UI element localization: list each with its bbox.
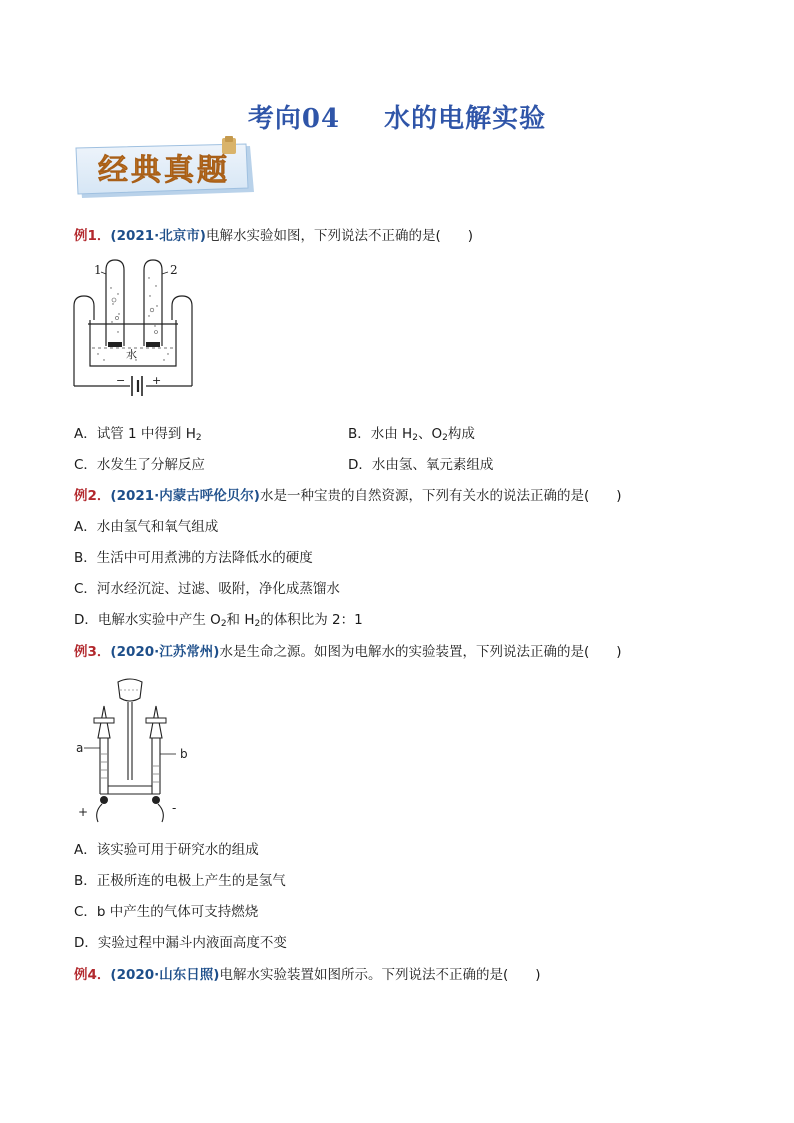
q3-right-stopcock-icon: [146, 718, 166, 723]
q3-option-a[interactable]: A．该实验可用于研究水的组成: [74, 842, 259, 858]
q1-label: 例1．: [74, 228, 111, 244]
q2-option-d-sub2: 2: [254, 619, 261, 629]
q1-plus-label: +: [152, 374, 162, 387]
q1-source: (2021·北京市): [110, 228, 206, 244]
title-part-1: 考向04: [247, 104, 341, 134]
q1-option-b-mid: 、O: [417, 426, 443, 442]
q3-label-b: b: [180, 747, 188, 761]
q4-label: 例4．: [74, 967, 111, 983]
q3-label-a: a: [76, 741, 84, 755]
q2-label: 例2．: [74, 488, 111, 504]
q1-option-b-sub2: 2: [442, 433, 448, 443]
q1-option-b-text: B．水由 H: [348, 426, 413, 442]
q2-option-d[interactable]: [74, 611, 363, 633]
q3-source: (2020·江苏常州): [110, 644, 220, 660]
q2-source: (2021·内蒙古呼伦贝尔): [110, 488, 260, 504]
section-banner: [74, 134, 258, 204]
title-part-2: 水的电解实验: [384, 104, 547, 134]
q1-option-a-text: A．试管 1 中得到 H: [74, 426, 196, 442]
q2-option-d-text: D．电解水实验中产生 O: [74, 612, 221, 628]
banner-text: 经典真题: [98, 153, 230, 188]
q1-option-a[interactable]: [74, 425, 202, 447]
q2-option-d-sub1: 2: [220, 619, 227, 629]
q2-option-a[interactable]: A．水由氢气和氧气组成: [74, 519, 219, 535]
q1-tube-2-label: 2: [170, 263, 178, 277]
q4-source: (2020·山东日照): [110, 967, 220, 983]
q2-option-d-post: 的体积比为 2：1: [260, 612, 363, 628]
q1-tube-1-label: 1: [94, 263, 102, 277]
q1-text: 电解水实验如图，下列说法不正确的是( ): [205, 228, 473, 244]
q1-electrolysis-figure: [68, 258, 198, 410]
q2-text: 水是一种宝贵的自然资源，下列有关水的说法正确的是( ): [259, 488, 622, 504]
q2-option-c[interactable]: C．河水经沉淀、过滤、吸附，净化成蒸馏水: [74, 581, 340, 597]
q3-label: 例3．: [74, 644, 111, 660]
q1-minus-label: −: [116, 374, 126, 387]
q3-hofmann-apparatus-figure: [72, 676, 202, 826]
q1-option-d[interactable]: D．水由氢、氧元素组成: [348, 457, 494, 473]
q2-option-d-mid: 和 H: [226, 612, 255, 628]
q1-water-label: 水: [126, 348, 137, 361]
q1-option-c[interactable]: C．水发生了分解反应: [74, 457, 205, 473]
q3-option-d[interactable]: D．实验过程中漏斗内液面高度不变: [74, 935, 287, 951]
question-2: [74, 487, 622, 505]
q3-option-c[interactable]: C．b 中产生的气体可支持燃烧: [74, 904, 259, 920]
q3-minus-label: -: [172, 801, 177, 815]
page-title: [0, 98, 794, 135]
q1-option-b-post: 构成: [447, 426, 475, 442]
q1-option-b-sub1: 2: [412, 433, 418, 443]
question-3: [74, 643, 622, 661]
q2-option-b[interactable]: B．生活中可用煮沸的方法降低水的硬度: [74, 550, 313, 566]
q1-option-a-sub: 2: [195, 433, 202, 443]
q3-plus-label: +: [78, 805, 89, 819]
q3-option-b[interactable]: B．正极所连的电极上产生的是氢气: [74, 873, 286, 889]
question-1: [74, 227, 473, 245]
question-4: [74, 966, 541, 984]
q4-text: 电解水实验装置如图所示。下列说法不正确的是( ): [219, 967, 541, 983]
q3-text: 水是生命之源。如图为电解水的实验装置，下列说法正确的是( ): [219, 644, 622, 660]
q3-left-stopcock-icon: [94, 718, 114, 723]
q1-option-b[interactable]: [348, 425, 475, 447]
